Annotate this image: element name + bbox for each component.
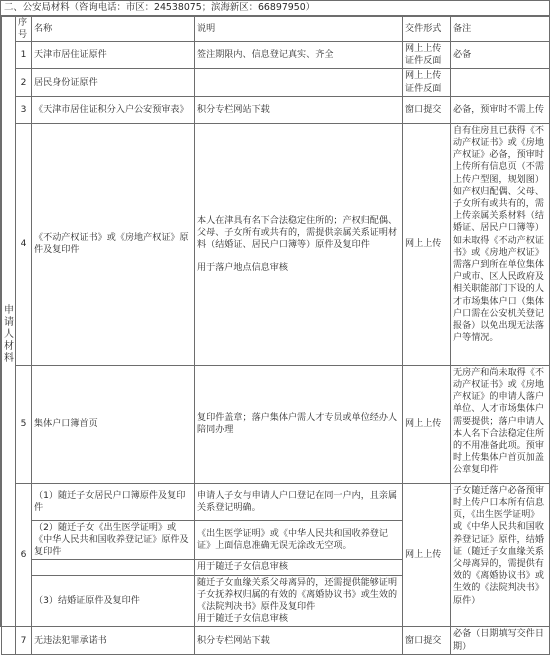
table-row — [2, 365, 550, 483]
row-note: 必备，预审时不需上传 — [451, 96, 550, 123]
row-note — [451, 69, 550, 96]
header-name: 名称 — [32, 17, 195, 42]
header-form: 交件形式 — [403, 17, 451, 42]
group-label: 申请人材料 — [2, 17, 16, 655]
table-row — [2, 69, 550, 96]
row-seq: 6 — [16, 483, 32, 627]
row-form: 网上上传证件反面 — [403, 69, 451, 96]
row-desc — [195, 69, 403, 96]
row-name: （1）随迁子女居民户口簿原件及复印件 — [32, 483, 195, 520]
row-seq: 4 — [16, 123, 32, 365]
table-row — [2, 42, 550, 69]
row-desc: 积分专栏网站下载 — [195, 627, 403, 654]
table-row — [2, 96, 550, 123]
row-name — [32, 560, 195, 575]
row-note: 必备（日期填写交件日期） — [451, 627, 550, 654]
section-title: 二、公安局材料（咨询电话：市区：24538075；滨海新区：66897950） — [1, 1, 549, 16]
row-note: 子女随迁落户必备预审时上传户口本所有信息页，《出生医学证明》或《中华人民共和国收养登记证》原件，结婚证（随迁子女血缘关系父母离异的，需提供有效的《离婚协议书》或生效的《法院判决书》原件） — [451, 483, 550, 627]
row-name: 集体户口簿首页 — [32, 365, 195, 483]
row-desc: 签注期限内、信息登记真实、齐全 — [195, 42, 403, 69]
row-desc-paragraph: 用于随迁子女信息审核 — [197, 614, 288, 625]
row-note: 必备 — [451, 42, 550, 69]
row-desc — [195, 123, 403, 365]
table-row — [2, 627, 550, 654]
table-row — [2, 123, 550, 365]
materials-table — [1, 16, 550, 655]
table-header-row — [2, 17, 550, 42]
row-form: 网上上传证件反面 — [403, 42, 451, 69]
row-desc: 复印件盖章；落户集体户需人才专员或单位经办人陪同办理 — [195, 365, 403, 483]
header-note: 备注 — [451, 17, 550, 42]
table-row — [2, 483, 550, 520]
row-form: 窗口提交 — [403, 96, 451, 123]
row-seq: 3 — [16, 96, 32, 123]
header-seq: 序号 — [16, 17, 32, 42]
row-desc-paragraph: 随迁子女血缘关系父母离异的，还需提供能够证明子女抚养权归属的有效的《离婚协议书》或生效的《法院判决书》原件及复印件 — [197, 577, 398, 613]
row-note-paragraph: 自有住房且已获得《不动产权证书》或《房地产权证》必备，预审时上传所有信息页（不需上传户型图，规划图）如产权归配偶、父母、子女所有或共有的，需上传亲属关系材料（结婚证、居民户口簿等） — [453, 125, 544, 234]
row-seq: 1 — [16, 42, 32, 69]
row-seq: 5 — [16, 365, 32, 483]
row-form: 网上上传 — [403, 365, 451, 483]
row-note — [451, 123, 550, 365]
row-name: （3）结婚证原件及复印件 — [32, 575, 195, 627]
row-name: 《不动产权证书》或《房地产权证》原件及复印件 — [32, 123, 195, 365]
row-name: 天津市居住证原件 — [32, 42, 195, 69]
row-desc: 用于随迁子女信息审核 — [195, 560, 403, 575]
row-desc: 《出生医学证明》或《中华人民共和国收养登记证》上面信息准确无误无涂改无空项。 — [195, 520, 403, 560]
row-desc: 积分专栏网站下载 — [195, 96, 403, 123]
row-desc-paragraph: 用于落户地点信息审核 — [197, 262, 288, 273]
row-desc-paragraph: 本人在津具有名下合法稳定住所的；产权归配偶、父母、子女所有或共有的，需提供亲属关系证明材料（结婚证、居民户口簿等）原件及复印件 — [197, 215, 398, 251]
row-desc: 申请人子女与申请人户口登记在同一户内，且亲属关系登记明确。 — [195, 483, 403, 520]
row-seq: 7 — [16, 627, 32, 654]
row-name: （2）随迁子女《出生医学证明》或《中华人民共和国收养登记证》原件及复印件 — [32, 520, 195, 560]
row-note-paragraph: 如未取得《不动产权证书》或《房地产权证》需落户到所在单位集体户或市、区人民政府及相关职能部门下设的人才市场集体户口（集体户口需在公安机关登记报备）以免出现无法落户等情况。 — [453, 235, 544, 344]
row-seq: 2 — [16, 69, 32, 96]
row-note: 无房产和尚未取得《不动产权证书》或《房地产权证》的申请人落户单位、人才市场集体户需要提供；落户申请人本人名下合法稳定住所的不用准备此项。预审时上传集体户首页加盖公章复印件 — [451, 365, 550, 483]
row-form: 网上上传 — [403, 483, 451, 627]
row-name: 居民身份证原件 — [32, 69, 195, 96]
row-form: 窗口提交 — [403, 627, 451, 654]
row-desc — [195, 575, 403, 627]
row-name: 《天津市居住证积分入户公安预审表》 — [32, 96, 195, 123]
header-desc: 说明 — [195, 17, 403, 42]
row-form: 网上上传 — [403, 123, 451, 365]
row-name: 无违法犯罪承诺书 — [32, 627, 195, 654]
